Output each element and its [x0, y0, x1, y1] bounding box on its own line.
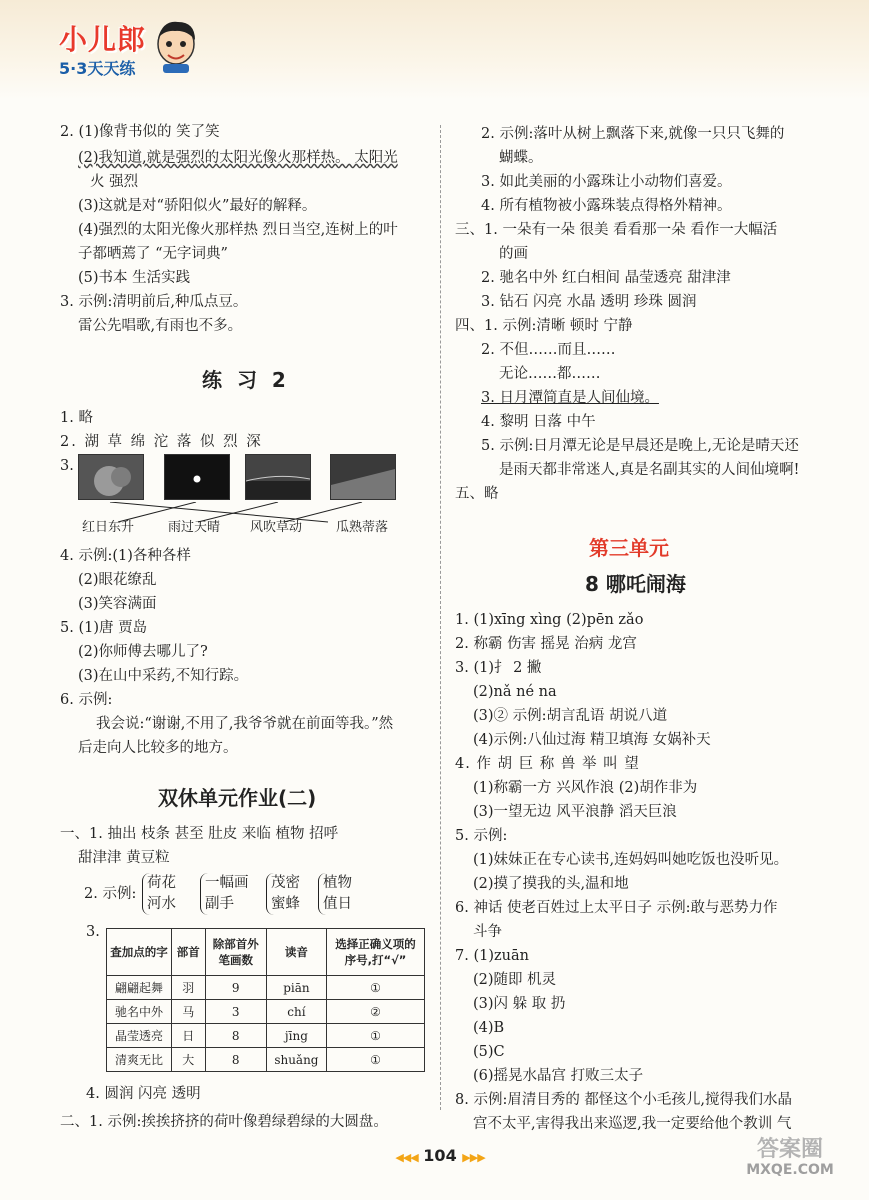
- answer-line: (4)示例:八仙过海 精卫填海 女娲补天: [473, 732, 711, 748]
- unit-title: 第三单元: [589, 536, 669, 560]
- image-label: 瓜熟蒂落: [336, 520, 389, 535]
- answer-line: 3. 钻石 闪亮 水晶 透明 珍珠 圆润: [481, 294, 697, 310]
- table-cell: 驰名中外: [107, 1000, 172, 1024]
- image-label: 红日东升: [82, 520, 135, 535]
- answer-line: (3)笑容满面: [78, 596, 157, 612]
- answer-line: (2)摸了摸我的头,温和地: [473, 876, 629, 892]
- image-label: 风吹草动: [250, 520, 303, 535]
- page-header: [0, 0, 869, 100]
- answer-line: 6. 示例:: [60, 692, 113, 708]
- table-cell: 8: [205, 1048, 266, 1072]
- table-row: [107, 1048, 425, 1072]
- answer-line: 宫不太平,害得我出来巡逻,我一定要给他个教训 气: [473, 1116, 792, 1132]
- answer-line: 4. 作 胡 巨 称 兽 举 叫 望: [455, 756, 640, 772]
- answer-line: 2. 湖 草 绵 沱 落 似 烈 深: [60, 434, 263, 450]
- answer-line: 1. (1)xīng xìng (2)pēn zǎo: [455, 612, 644, 628]
- table-header: 选择正确义项的序号,打“√”: [327, 929, 425, 976]
- image-label: 雨过天晴: [168, 520, 221, 535]
- table-cell: jīng: [266, 1024, 326, 1048]
- answer-line: 二、1. 示例:挨挨挤挤的荷叶像碧绿碧绿的大圆盘。: [60, 1114, 388, 1130]
- answer-line: 子都晒蔫了 “无字词典”: [78, 246, 228, 262]
- page-number: 104: [423, 1146, 457, 1165]
- answer-line: 我会说:“谢谢,不用了,我爷爷就在前面等我。”然: [96, 716, 394, 732]
- answer-line: 甜津津 黄豆粒: [78, 850, 170, 866]
- answer-line: 雷公先唱歌,有雨也不多。: [78, 318, 243, 334]
- answer-line: 3.: [60, 458, 74, 474]
- table-row: [107, 1024, 425, 1048]
- question-number: 3.: [86, 924, 100, 940]
- watermark-logo: 答案圈: [756, 1137, 823, 1162]
- word-pair: [142, 873, 176, 915]
- answer-line: 后走向人比较多的地方。: [78, 740, 238, 756]
- table-header: 查加点的字: [107, 929, 172, 976]
- answer-line: 是雨天都非常迷人,真是名副其实的人间仙境啊!: [499, 462, 800, 478]
- table-cell: 日: [171, 1024, 205, 1048]
- next-arrows-icon: ▶▶▶: [462, 1151, 485, 1164]
- answer-line: 斗争: [473, 924, 502, 940]
- answer-line: 8. 示例:眉清目秀的 都怪这个小毛孩儿,搅得我们水晶: [455, 1092, 793, 1108]
- answer-line: 3. 日月潭简直是人间仙境。: [481, 390, 659, 406]
- word: 蜜蜂: [271, 896, 300, 912]
- word-pair: [266, 873, 300, 915]
- answer-line: (5)C: [473, 1044, 505, 1060]
- word: 一幅画: [205, 875, 249, 891]
- word: 河水: [147, 896, 176, 912]
- answer-line: 1. 略: [60, 410, 93, 426]
- answer-line: 2. 驰名中外 红白相间 晶莹透亮 甜津津: [481, 270, 731, 286]
- weekend-homework-title: 双休单元作业(二): [158, 786, 317, 810]
- page-number-bar: [370, 1146, 510, 1165]
- peach-photo: [78, 454, 144, 500]
- answer-line: 蝴蝶。: [499, 150, 543, 166]
- table-cell: 马: [171, 1000, 205, 1024]
- answer-line: (2)我知道,就是强烈的太阳光像火那样热。 太阳光: [78, 150, 398, 166]
- answer-line: 2. (1)像背书似的 笑了笑: [60, 124, 220, 140]
- table-cell: 羽: [171, 976, 205, 1000]
- series-name: 5·3天天练: [59, 59, 136, 78]
- table-cell: ②: [327, 1000, 425, 1024]
- word: 茂密: [271, 875, 300, 891]
- answer-line: (3)这就是对“骄阳似火”最好的解释。: [78, 198, 317, 214]
- brand-logo: [55, 16, 205, 86]
- sun-photo: [164, 454, 230, 500]
- answer-line: 的画: [499, 246, 528, 262]
- table-cell: 9: [205, 976, 266, 1000]
- answer-line: (1)称霸一方 兴风作浪 (2)胡作非为: [473, 780, 698, 796]
- answer-line: 3. 示例:清明前后,种瓜点豆。: [60, 294, 248, 310]
- brand-name: 小儿郎: [59, 23, 147, 56]
- table-header: 部首: [171, 929, 205, 976]
- answer-line: (3)一望无边 风平浪静 滔天巨浪: [473, 804, 677, 820]
- answer-line: (3)闪 躲 取 扔: [473, 996, 566, 1012]
- answer-line: 7. (1)zuān: [455, 948, 529, 964]
- answer-line: 2. 示例:: [84, 886, 137, 902]
- grass-photo: [330, 454, 396, 500]
- answer-line: 2. 不但……而且……: [481, 342, 616, 358]
- answer-line: 五、略: [455, 486, 499, 502]
- answer-line: (1)妹妹正在专心读书,连妈妈叫她吃饭也没听见。: [473, 852, 789, 868]
- word: 副手: [205, 896, 234, 912]
- sunset-photo: [245, 454, 311, 500]
- answer-line: 3. (1)扌 2 撇: [455, 660, 542, 676]
- word: 植物: [323, 875, 352, 891]
- answer-line: (2)眼花缭乱: [78, 572, 157, 588]
- table-cell: shuǎng: [266, 1048, 326, 1072]
- table-cell: ①: [327, 1048, 425, 1072]
- answer-line: (4)B: [473, 1020, 505, 1036]
- table-cell: 8: [205, 1024, 266, 1048]
- word: 值日: [323, 896, 352, 912]
- answer-line: 5. 示例:日月潭无论是早晨还是晚上,无论是晴天还: [481, 438, 799, 454]
- answer-line: 4. 所有植物被小露珠装点得格外精神。: [481, 198, 732, 214]
- answer-line: 火 强烈: [90, 174, 139, 190]
- prev-arrows-icon: ◀◀◀: [395, 1151, 418, 1164]
- answer-line: 5. (1)唐 贾岛: [60, 620, 148, 636]
- answer-line: 4. 黎明 日落 中午: [481, 414, 596, 430]
- table-cell: piān: [266, 976, 326, 1000]
- answer-line: (3)② 示例:胡言乱语 胡说八道: [473, 708, 668, 724]
- table-cell: ①: [327, 1024, 425, 1048]
- answer-line: 2. 称霸 伤害 摇晃 治病 龙宫: [455, 636, 637, 652]
- practice-title: 练 习 2: [202, 368, 290, 392]
- table-row: [107, 976, 425, 1000]
- answer-line: (6)摇晃水晶宫 打败三太子: [473, 1068, 644, 1084]
- answer-line: 5. 示例:: [455, 828, 508, 844]
- answer-line: (5)书本 生活实践: [78, 270, 191, 286]
- answer-line: 4. 圆润 闪亮 透明: [86, 1086, 201, 1102]
- character-table: [106, 928, 425, 1072]
- answer-line: (2)nǎ né na: [473, 684, 557, 700]
- watermark-url: MXQE.COM: [746, 1162, 834, 1178]
- answer-line: (2)随即 机灵: [473, 972, 557, 988]
- watermark: [720, 1137, 860, 1180]
- lesson-title: 8 哪吒闹海: [585, 572, 686, 596]
- cartoon-boy-icon: [153, 18, 199, 74]
- table-cell: 清爽无比: [107, 1048, 172, 1072]
- answer-line: (4)强烈的太阳光像火那样热 烈日当空,连树上的叶: [78, 222, 398, 238]
- answer-line: 4. 示例:(1)各种各样: [60, 548, 191, 564]
- answer-line: 一、1. 抽出 枝条 甚至 肚皮 来临 植物 招呼: [60, 826, 339, 842]
- answer-line: (2)你师傅去哪儿了?: [78, 644, 208, 660]
- table-cell: chí: [266, 1000, 326, 1024]
- picture-matching: [78, 454, 396, 500]
- table-row: [107, 1000, 425, 1024]
- answer-line: 2. 示例:落叶从树上飘落下来,就像一只只飞舞的: [481, 126, 785, 142]
- table-cell: 3: [205, 1000, 266, 1024]
- table-header: 读音: [266, 929, 326, 976]
- table-header-row: [107, 929, 425, 976]
- answer-line: 四、1. 示例:清晰 顿时 宁静: [455, 318, 633, 334]
- table-cell: 大: [171, 1048, 205, 1072]
- word: 荷花: [147, 875, 176, 891]
- table-cell: 翩翩起舞: [107, 976, 172, 1000]
- answer-line: (3)在山中采药,不知行踪。: [78, 668, 249, 684]
- answer-line: 无论……都……: [499, 366, 601, 382]
- answer-line: 3. 如此美丽的小露珠让小动物们喜爱。: [481, 174, 732, 190]
- answer-line: 6. 神话 使老百姓过上太平日子 示例:敢与恶势力作: [455, 900, 778, 916]
- column-divider: [440, 125, 442, 1110]
- table-cell: ①: [327, 976, 425, 1000]
- table-cell: 晶莹透亮: [107, 1024, 172, 1048]
- answer-line: 三、1. 一朵有一朵 很美 看看那一朵 看作一大幅活: [455, 222, 778, 238]
- word-pair: [200, 873, 249, 915]
- table-header: 除部首外笔画数: [205, 929, 266, 976]
- word-pair: [318, 873, 352, 915]
